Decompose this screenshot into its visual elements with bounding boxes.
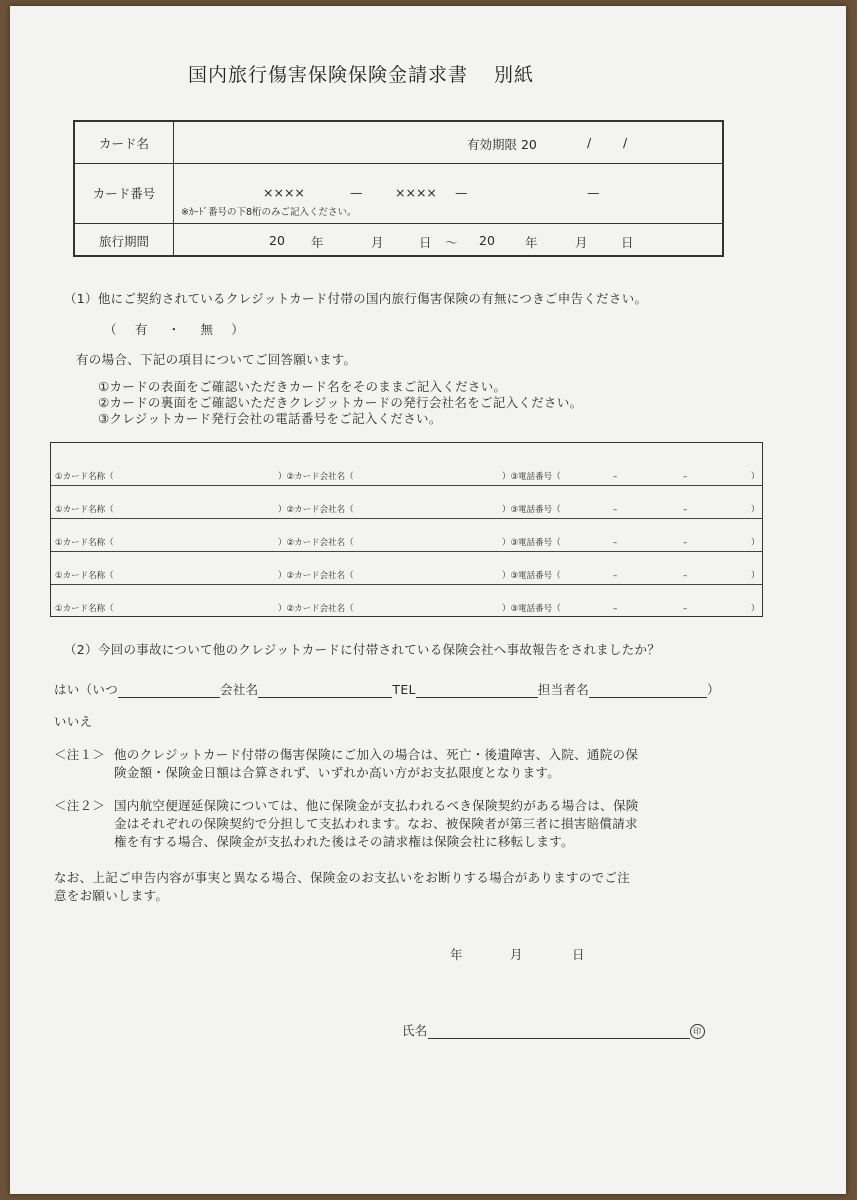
validity-slash-2: / — [623, 135, 628, 150]
validity-label: 有効期限 20 — [467, 137, 537, 152]
q1-item-2: ②カードの裏面をご確認いただきクレジットカードの発行会社名をご記入ください。 — [98, 395, 583, 410]
end-year-prefix: 20 — [479, 233, 495, 248]
card-name-label: カード名 — [75, 122, 174, 163]
card-name-row — [75, 122, 722, 164]
q1-instruction: 有の場合、下記の項目についてご回答願います。 — [76, 352, 357, 367]
note1-label: ＜注１＞ — [54, 747, 106, 762]
table-row: ①カード名称（ ）②カード会社名（ ）③電話番号（ – – ） — [51, 551, 762, 585]
start-year-label: 年 — [311, 235, 324, 250]
validity-slash-1: / — [587, 135, 592, 150]
table-row: ①カード名称（ ）②カード会社名（ ）③電話番号（ – – ） — [51, 518, 762, 552]
end-month-label: 月 — [575, 235, 588, 250]
q1-question: （1）他にご契約されているクレジットカード付帯の国内旅行傷害保険の有無につきご申告ください。 — [64, 291, 648, 306]
note2-line1: 国内航空便遅延保険については、他に保険金が支払われるべき保険契約がある場合は、保険 — [114, 798, 639, 813]
q2-tel-field[interactable] — [416, 685, 538, 698]
note1-line2: 険金額・保険金日額は合算されず、いずれか高い方がお支払限度となります。 — [114, 765, 561, 780]
start-year-prefix: 20 — [269, 233, 285, 248]
card-number-dash-1: — — [350, 185, 363, 200]
name-field[interactable] — [428, 1026, 690, 1039]
card-info-table — [73, 120, 724, 257]
closing-line2: 意をお願いします。 — [54, 888, 169, 903]
travel-period-label: 旅行期間 — [75, 224, 174, 257]
seal-mark: 印 — [690, 1024, 705, 1039]
table-row: ①カード名称（ ）②カード会社名（ ）③電話番号（ – – ） — [55, 604, 760, 614]
other-cards-table — [50, 442, 763, 617]
card-number-label: カード番号 — [75, 163, 174, 223]
start-day-label: 日 — [419, 235, 432, 250]
sign-month-label: 月 — [510, 947, 523, 962]
q2-company-field[interactable] — [258, 685, 392, 698]
q2-person-field[interactable] — [589, 685, 707, 698]
sign-year-label: 年 — [450, 947, 463, 962]
sign-day-label: 日 — [572, 947, 585, 962]
end-day-label: 日 — [621, 235, 634, 250]
note1-line1: 他のクレジットカード付帯の傷害保険にご加入の場合は、死亡・後遺障害、入院、通院の保 — [114, 747, 639, 762]
q1-yes-option[interactable]: 有 — [134, 322, 148, 337]
q1-item-3: ③クレジットカード発行会社の電話番号をご記入ください。 — [98, 411, 442, 426]
card-number-row — [75, 163, 722, 224]
start-month-label: 月 — [371, 235, 384, 250]
card-number-dash-3: — — [587, 185, 600, 200]
signature-line — [402, 1021, 705, 1039]
claim-form-sheet — [10, 6, 846, 1194]
closing-line1: なお、上記ご申告内容が事実と異なる場合、保険金のお支払いをお断りする場合がありますのでご注 — [54, 870, 631, 885]
travel-period-row — [75, 224, 722, 257]
card-number-mask-2: ×××× — [395, 185, 437, 200]
card-number-note: ※ｶｰﾄﾞ番号の下8桁のみご記入ください。 — [181, 207, 357, 218]
q1-no-option[interactable]: 無 — [200, 322, 214, 337]
end-year-label: 年 — [525, 235, 538, 250]
table-row: ①カード名称（ ）②カード会社名（ ）③電話番号（ – – ） — [51, 485, 762, 519]
note2-label: ＜注２＞ — [54, 798, 106, 813]
page-title: 国内旅行傷害保険保険金請求書 別紙 — [188, 64, 535, 86]
q2-no-option[interactable]: いいえ — [54, 714, 93, 729]
note2-line2: 金はそれぞれの保険契約で分担して支払われます。なお、被保険者が第三者に損害賠償請求 — [114, 816, 638, 831]
table-row: ①カード名称（ ）②カード会社名（ ）③電話番号（ – – ） — [51, 452, 762, 486]
q2-yes-line: はい（いつ 会社名 TEL 担当者名 ） — [54, 682, 720, 697]
q1-yes-no: （ 有 ・ 無 ） — [104, 322, 245, 337]
q2-when-field[interactable] — [118, 685, 220, 698]
period-tilde: 〜 — [445, 235, 458, 250]
name-label: 氏名 — [402, 1023, 428, 1038]
q1-item-1: ①カードの表面をご確認いただきカード名をそのままご記入ください。 — [98, 379, 507, 394]
q2-question: （2）今回の事故について他のクレジットカードに付帯されている保険会社へ事故報告をされましたか？ — [64, 642, 661, 657]
card-number-mask-1: ×××× — [263, 185, 305, 200]
card-number-dash-2: — — [455, 185, 468, 200]
note2-line3: 権を有する場合、保険金が支払われた後はその請求権は保険会社に移転します。 — [114, 834, 574, 849]
